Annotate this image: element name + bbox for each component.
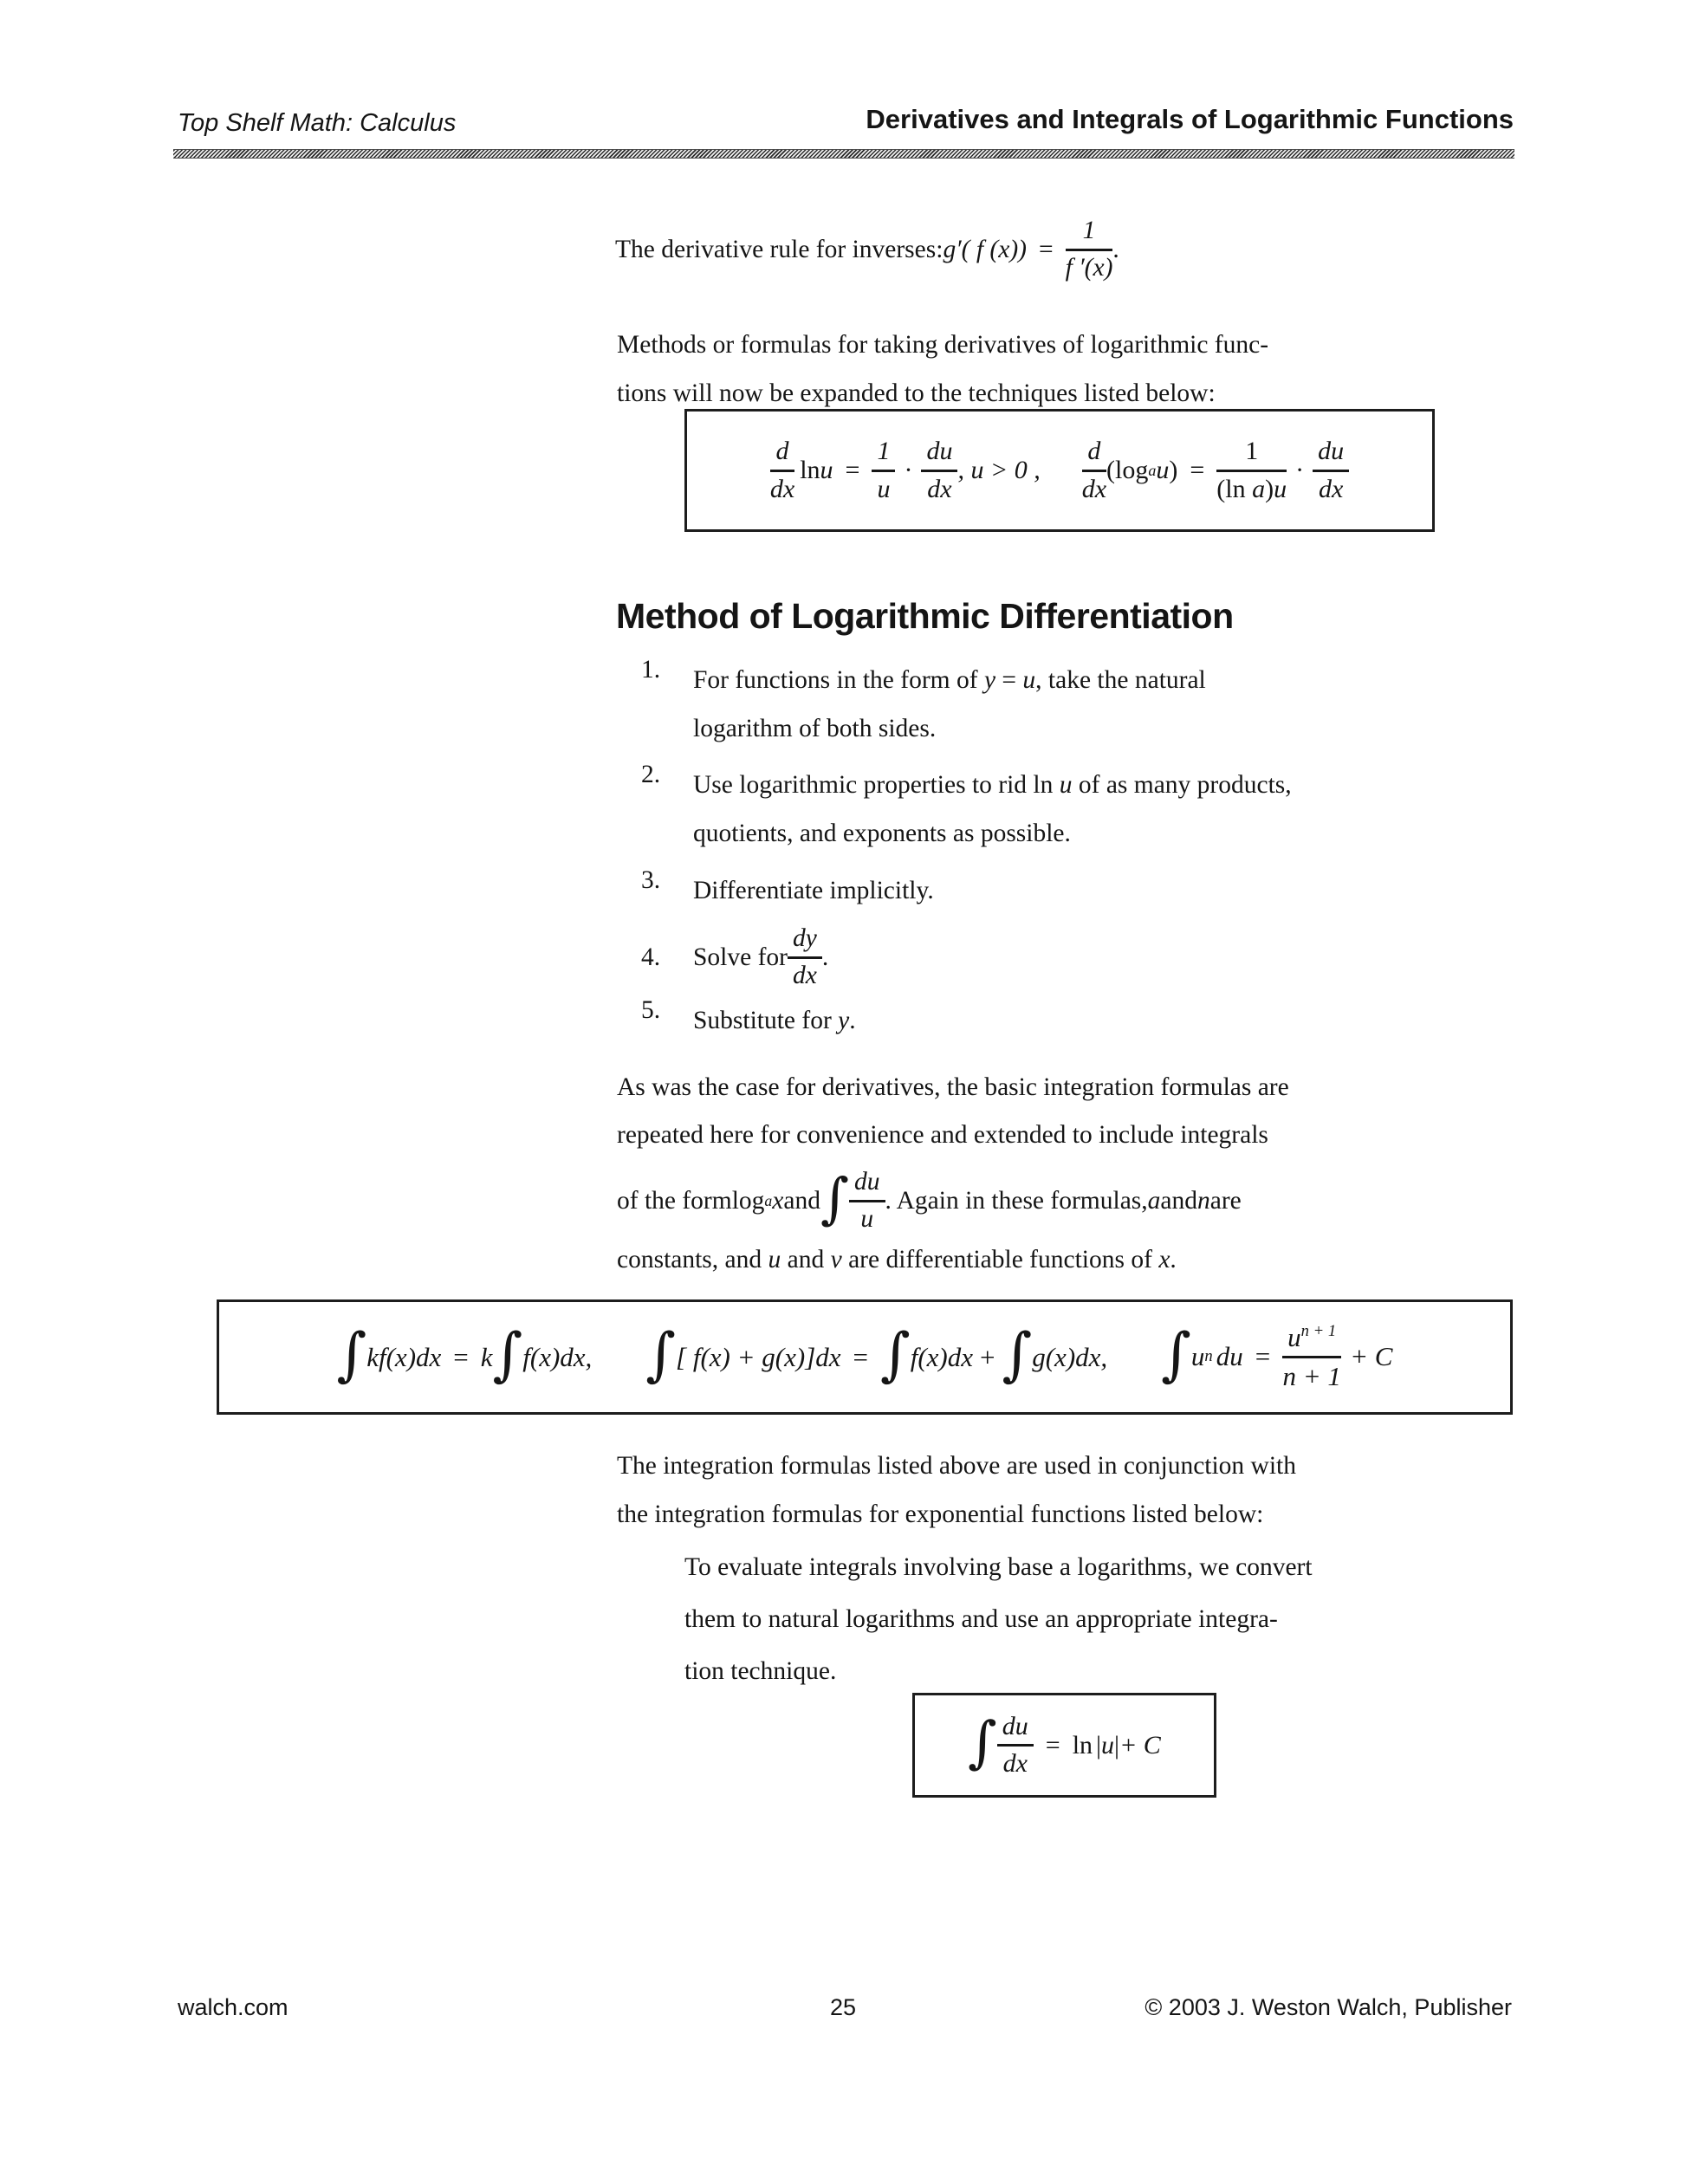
equals-sign: = [845,456,860,484]
sentence-period: . [821,943,829,971]
integral-sign: ∫ [880,1319,911,1388]
numerator: 1 [1216,437,1287,472]
conjunction-line-2: the integration formulas for exponential functions listed below: [617,1500,1264,1528]
multiplication-dot: · [904,456,913,484]
numerator: du [997,1712,1034,1747]
log-argument: u [1156,456,1170,484]
var-x: x [772,1186,784,1215]
plus-sign: + [980,1341,995,1372]
inverse-rule-fraction [1066,217,1113,283]
integral-sign: ∫ [1161,1319,1191,1388]
var-y: y [983,666,996,694]
du-dx-fraction [997,1712,1034,1779]
var-u: u [1059,771,1073,799]
conjunction-paragraph [617,1442,1296,1539]
integral-sign: ∫ [492,1319,523,1388]
integration-para-line-3 [617,1159,1242,1242]
denominator: u [877,474,891,503]
evaluate-line-1: To evaluate integrals involving base a logarithms, we convert [684,1553,1313,1581]
step-line: logarithm of both sides. [693,715,937,742]
sentence-period: . [1170,1246,1177,1273]
denominator: dx [927,474,952,503]
text-segment: For functions in the form of [693,666,984,694]
log-operator: log [731,1186,765,1215]
step-text [693,996,856,1045]
integrand: [ f(x) + g(x)]dx [676,1341,841,1372]
close-paren: ) [1169,456,1178,484]
denominator: dx [792,961,817,989]
equals-sign: = [1038,235,1054,263]
integration-formulas-box [217,1299,1513,1415]
integral-sign: ∫ [820,1165,849,1230]
step-number: 1. [641,656,661,684]
log-base-subscript: a [1148,461,1157,479]
step-text: Differentiate implicitly. [693,877,934,904]
var-y: y [838,1007,850,1034]
book-title: Top Shelf Math: Calculus [178,109,457,137]
var-u: u [1101,1730,1115,1760]
integrand: f(x)dx [910,1341,974,1372]
numerator: du [1313,437,1349,472]
step-4 [641,917,828,998]
du-over-u-fraction [849,1168,885,1235]
d-dx-fraction [1082,437,1106,504]
integration-para-line-1: As was the case for derivatives, the basic integration formulas are [617,1073,1289,1101]
numerator: du [921,437,957,472]
text-segment: Use logarithmic properties to rid ln [693,771,1060,799]
one-over-lna-u-fraction [1216,437,1287,504]
numerator: d [770,437,794,472]
var-a: a [1147,1186,1161,1215]
log-operator: log [1115,456,1149,484]
equals-sign: = [1045,1730,1060,1760]
close-paren: ) [1265,474,1274,503]
conjunction-line-1: The integration formulas listed above are used in conjunction with [617,1452,1296,1480]
denominator: dx [769,474,795,503]
denominator: n + 1 [1282,1361,1341,1392]
fraction-numerator: 1 [1066,217,1113,251]
var-n: n [1196,1186,1210,1215]
equals-sign: = [1255,1341,1271,1372]
integration-para-line-4 [617,1246,1177,1274]
d-dx-fraction [770,437,794,504]
footer-website: walch.com [178,1994,289,2020]
integral-sign: ∫ [1002,1319,1033,1388]
step-number: 5. [641,996,661,1024]
step-number: 3. [641,866,661,894]
formula-group-2 [645,1319,1108,1388]
integral-sign: ∫ [645,1319,677,1388]
text-segment: . Again in these formulas, [885,1186,1148,1215]
fraction-denominator: f ′(x) [1065,253,1113,282]
var-x: x [1158,1246,1170,1273]
base-a: a [1252,474,1266,503]
ln-operator: ln [800,456,820,484]
condition-text: , u > 0 , [957,456,1041,484]
var-u: u [768,1246,781,1273]
step-text [693,761,1292,858]
inverse-rule-expression: g′( f (x)) [943,235,1027,263]
integrand: g(x)dx, [1032,1341,1108,1372]
text-segment: Substitute for [693,1007,839,1034]
power-exponent: n + 1 [1300,1322,1337,1341]
ln-operator: ln [1072,1730,1093,1760]
integral-sign: ∫ [336,1319,367,1388]
du-dx-fraction [1313,437,1349,504]
dy-dx-fraction [788,924,822,991]
u-variable: u [1274,474,1287,503]
numerator: du [849,1168,885,1202]
text-segment: and [1160,1186,1197,1215]
methods-paragraph [617,321,1268,418]
du-dx-fraction [921,437,957,504]
text-segment: and [783,1186,820,1215]
ln-text: (ln [1216,474,1253,503]
numerator: d [1082,437,1106,472]
differential: du [1216,1341,1243,1372]
denominator [1216,472,1287,505]
integration-para-line-2: repeated here for convenience and extended to include integrals [617,1121,1268,1149]
step-2 [641,761,1292,858]
numerator: dy [788,924,822,959]
step-number: 2. [641,761,661,788]
step-line [693,761,1292,809]
text-segment: are [1209,1186,1242,1215]
var-u: u [1022,666,1036,694]
log-integral-box [912,1693,1216,1798]
text-segment: , take the natural [1035,666,1206,694]
denominator: u [860,1204,874,1233]
text-segment: and [781,1246,831,1273]
step-text [693,656,1206,753]
power-base: u [1287,1322,1301,1353]
step-line: quotients, and exponents as possible. [693,820,1071,847]
text-segment: Solve for [693,943,788,971]
plus-constant: + C [1119,1730,1161,1760]
equals-sign: = [1190,456,1205,484]
sentence-period: . [1112,235,1119,263]
numerator: 1 [872,437,895,472]
sentence-period: . [849,1007,856,1034]
denominator: dx [1081,474,1107,503]
step-line [693,656,1206,704]
plus-constant: + C [1350,1341,1393,1372]
var-v: v [830,1246,842,1273]
multiplication-dot: · [1295,456,1305,484]
log-base-subscript: a [764,1191,773,1209]
evaluate-line-2: them to natural logarithms and use an appropriate integra- [684,1605,1278,1633]
absolute-value-bar: | [1114,1730,1120,1760]
one-over-u-fraction [872,437,895,504]
step-1 [641,656,1206,753]
text-segment: of as many products, [1072,771,1292,799]
text-segment: of the form [617,1186,732,1215]
page-title: Derivatives and Integrals of Logarithmic Functions [866,104,1514,134]
step-3 [641,866,934,915]
ln-argument: u [820,456,833,484]
footer-copyright: © 2003 J. Weston Walch, Publisher [1145,1994,1512,2020]
methods-line-2: tions will now be expanded to the techniques listed below: [617,379,1216,407]
power-rule-fraction [1282,1322,1341,1391]
power-exponent: n [1204,1347,1213,1366]
equals-sign: = [453,1341,469,1372]
text-segment: constants, and [617,1246,768,1273]
derivative-formula-box [684,409,1435,532]
text-segment: are differentiable functions of [841,1246,1159,1273]
denominator: dx [1002,1749,1028,1778]
absolute-value-bar: | [1096,1730,1102,1760]
open-paren: ( [1106,456,1116,484]
formula-group-3 [1161,1319,1393,1392]
section-heading: Method of Logarithmic Differentiation [616,596,1234,636]
constant-k: k [480,1341,493,1372]
step-text [693,924,828,991]
numerator [1282,1322,1341,1358]
power-base: u [1190,1341,1205,1372]
denominator: dx [1318,474,1344,503]
step-number: 4. [641,943,661,971]
methods-line-1: Methods or formulas for taking derivatives of logarithmic func- [617,331,1269,359]
inverse-rule-paragraph [615,208,1119,291]
formula-group-1 [336,1319,593,1388]
evaluate-line-3: tion technique. [684,1657,837,1685]
page-number: 25 [829,1994,857,2020]
integrand: f(x)dx, [522,1341,593,1372]
equals-segment: = [995,666,1023,694]
equals-sign: = [853,1341,868,1372]
integral-sign: ∫ [968,1709,997,1775]
evaluate-paragraph [684,1541,1313,1697]
integrand: kf(x)dx [366,1341,442,1372]
header-rule [173,149,1514,159]
step-5 [641,996,856,1045]
inverse-rule-lead: The derivative rule for inverses: [615,235,944,263]
